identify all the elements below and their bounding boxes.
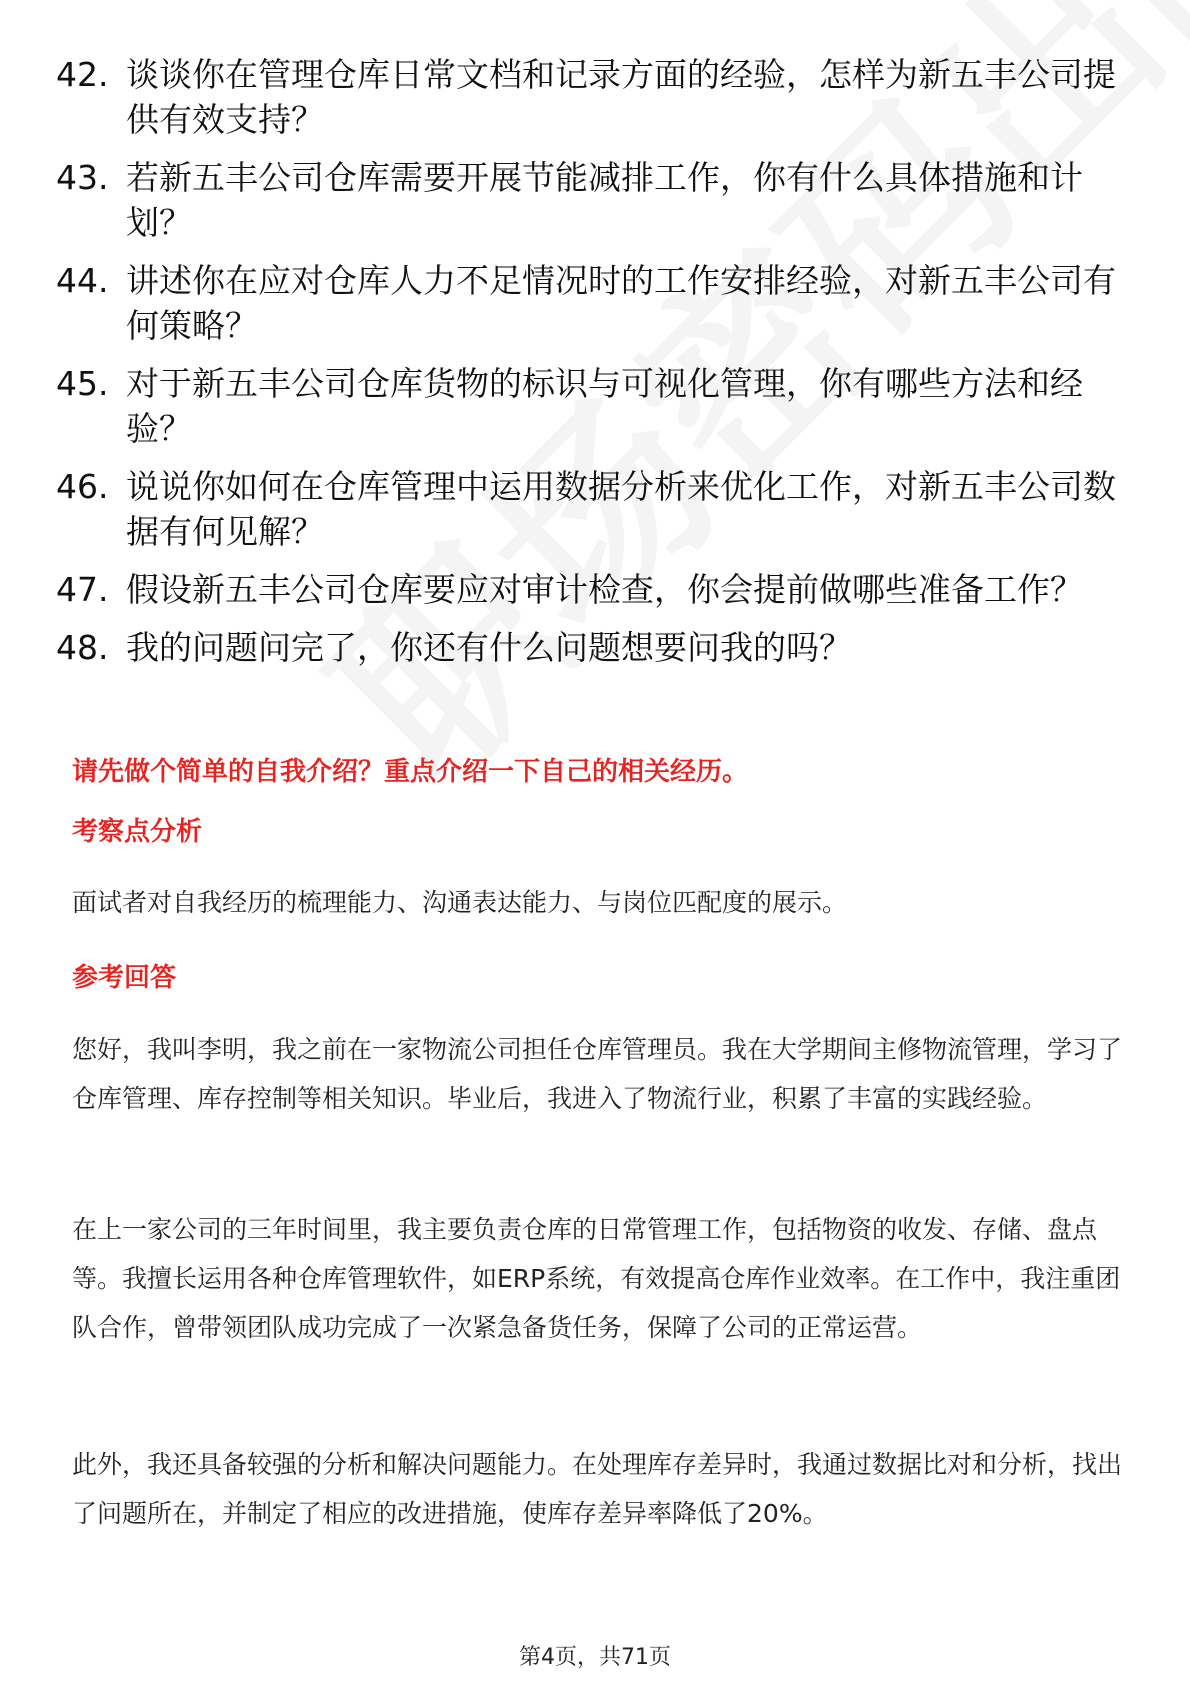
question-item [56, 52, 1126, 142]
question-number: 44. [56, 261, 109, 300]
question-text: 对于新五丰公司仓库货物的标识与可视化管理，你有哪些方法和经验？ [126, 364, 1083, 448]
answer-paragraph: 在上一家公司的三年时间里，我主要负责仓库的日常管理工作，包括物资的收发、存储、盘点等。我擅长运用各种仓库管理软件，如ERP系统，有效提高仓库作业效率。在工作中，我注重团队合作，曾带领团队成功完成了一次紧急备货任务，保障了公司的正常运营。 [72, 1215, 1121, 1342]
question-list [56, 52, 1126, 683]
question-number: 42. [56, 55, 109, 94]
answer-heading: 参考回答 [72, 963, 177, 993]
answer-paragraph: 此外，我还具备较强的分析和解决问题能力。在处理库存差异时，我通过数据比对和分析，找出了问题所在，并制定了相应的改进措施，使库存差异率降低了20%。 [72, 1450, 1123, 1528]
question-text: 假设新五丰公司仓库要应对审计检查，你会提前做哪些准备工作？ [126, 570, 1083, 609]
analysis-text: 面试者对自我经历的梳理能力、沟通表达能力、与岗位匹配度的展示。 [72, 888, 848, 917]
question-number: 48. [56, 628, 109, 667]
question-text: 讲述你在应对仓库人力不足情况时的工作安排经验，对新五丰公司有何策略？ [126, 261, 1116, 345]
page-number: 第4页，共71页 [519, 1645, 671, 1670]
section-question-title: 请先做个简单的自我介绍？重点介绍一下自己的相关经历。 [72, 757, 749, 787]
question-text: 谈谈你在管理仓库日常文档和记录方面的经验，怎样为新五丰公司提供有效支持？ [126, 55, 1116, 139]
question-item [56, 464, 1126, 554]
question-number: 47. [56, 570, 109, 609]
question-number: 45. [56, 364, 109, 403]
question-number: 43. [56, 158, 109, 197]
analysis-heading: 考察点分析 [72, 817, 203, 847]
question-text: 我的问题问完了，你还有什么问题想要问我的吗？ [126, 628, 852, 667]
question-number: 46. [56, 467, 109, 506]
question-item [56, 567, 1126, 612]
question-item [56, 155, 1126, 245]
answer-paragraph: 您好，我叫李明，我之前在一家物流公司担任仓库管理员。我在大学期间主修物流管理，学习了仓库管理、库存控制等相关知识。毕业后，我进入了物流行业，积累了丰富的实践经验。 [72, 1035, 1123, 1113]
question-text: 若新五丰公司仓库需要开展节能减排工作，你有什么具体措施和计划？ [126, 158, 1083, 242]
question-item [56, 258, 1126, 348]
question-text: 说说你如何在仓库管理中运用数据分析来优化工作，对新五丰公司数据有何见解？ [126, 467, 1116, 551]
question-item [56, 361, 1126, 451]
question-item [56, 625, 1126, 670]
